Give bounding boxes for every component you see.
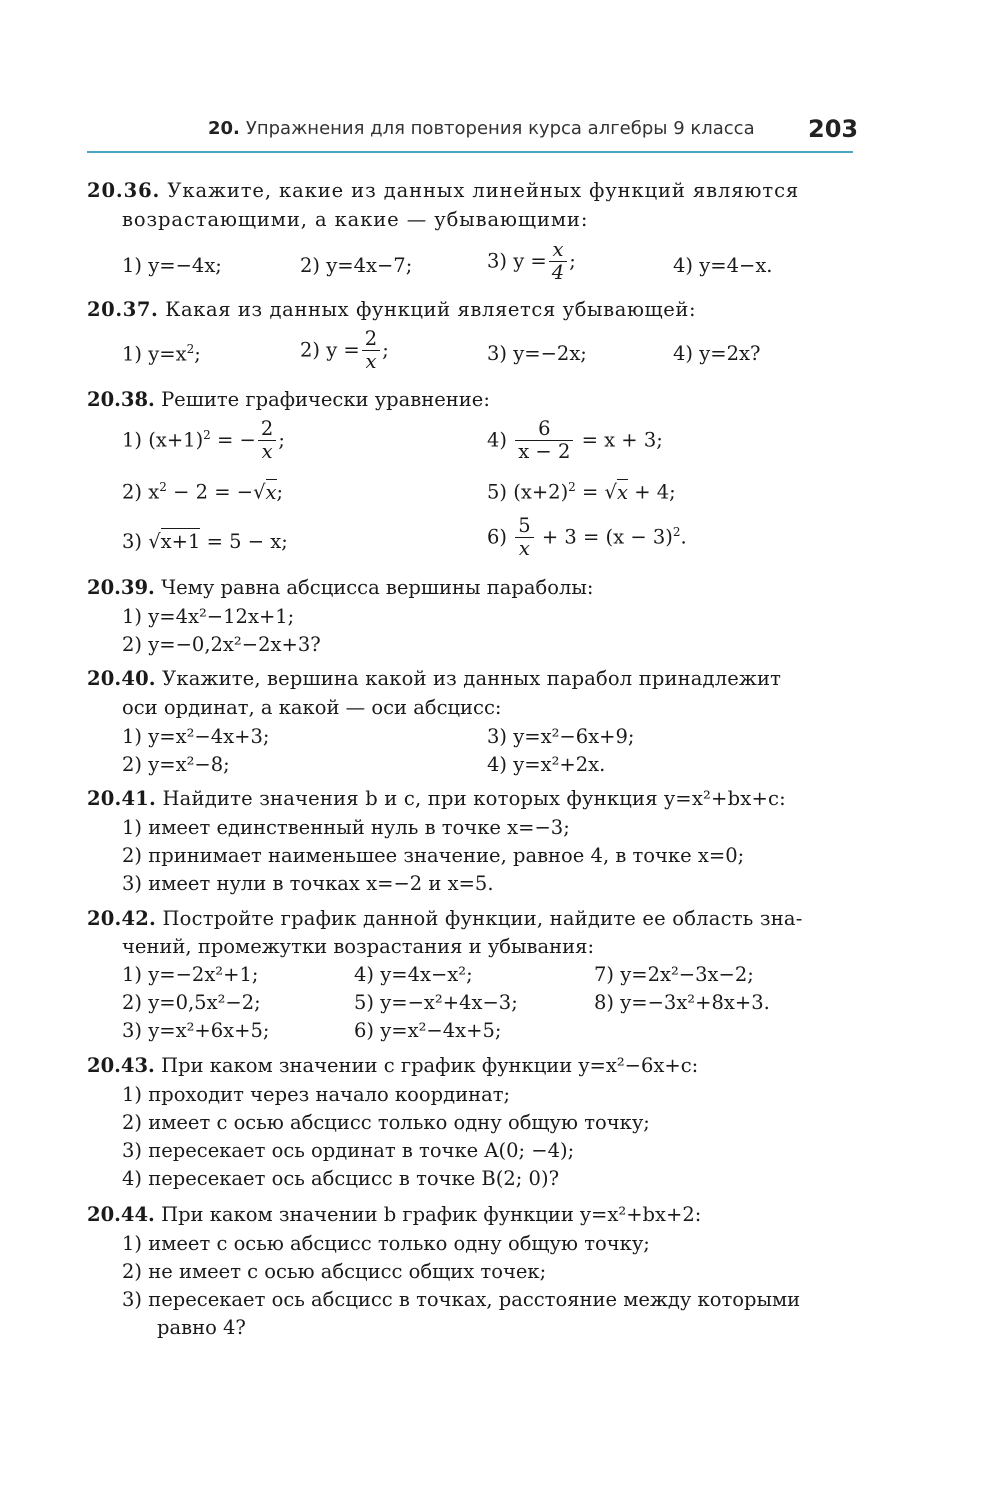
exponent: 2	[203, 427, 211, 442]
equation-text: + 3 = (x − 3)	[541, 525, 673, 549]
fraction	[549, 240, 567, 284]
problem-20-40-line1	[87, 668, 781, 690]
problem-20-42-line1	[87, 908, 803, 930]
option-20-40-4: 4) y=x²+2x.	[487, 753, 606, 776]
equation-text: ;	[276, 480, 284, 504]
option-20-41-3: 3) имеет нули в точках x=−2 и x=5.	[122, 872, 494, 895]
numerator: x	[549, 240, 567, 262]
problem-20-40-line2: оси ординат, а какой — оси абсцисс:	[122, 696, 502, 719]
equation-text: = −	[217, 428, 256, 452]
option-20-40-2: 2) y=x²−8;	[122, 753, 230, 776]
option-20-44-3-cont: равно 4?	[157, 1316, 246, 1339]
option-20-37-3: 3) y=−2x;	[487, 342, 587, 365]
problem-20-44	[87, 1204, 701, 1226]
problem-20-42-line2: чений, промежутки возрастания и убывания:	[122, 935, 595, 958]
denominator: x	[518, 537, 530, 561]
option-20-41-1: 1) имеет единственный нуль в точке x=−3;	[122, 816, 570, 839]
option-text: ;	[194, 342, 201, 366]
problem-number: 20.43.	[87, 1054, 155, 1077]
exponent: 2	[159, 480, 167, 494]
option-20-42-4: 4) y=4x−x²;	[354, 963, 473, 986]
problem-number: 20.39.	[87, 576, 155, 599]
option-20-36-2: 2) y=4x−7;	[300, 254, 413, 277]
option-20-42-2: 2) y=0,5x²−2;	[122, 991, 261, 1014]
option-20-40-3: 3) y=x²−6x+9;	[487, 725, 635, 748]
problem-20-38	[87, 389, 490, 411]
problem-20-36-line2: возрастающими, а какие — убывающими:	[122, 208, 589, 231]
option-text: ;	[569, 249, 576, 273]
option-20-36-3	[487, 240, 576, 284]
equation-text: ;	[278, 428, 285, 452]
problem-text: Найдите значения b и c, при которых функция y=x²+bx+c:	[162, 787, 786, 810]
fraction	[515, 419, 573, 463]
problem-number: 20.41.	[87, 787, 157, 810]
chapter-number: 20.	[208, 118, 240, 139]
fraction	[258, 419, 276, 463]
option-20-43-1: 1) проходит через начало координат;	[122, 1083, 511, 1106]
option-20-43-4: 4) пересекает ось абсцисс в точке B(2; 0)?	[122, 1167, 560, 1190]
option-20-44-1: 1) имеет с осью абсцисс только одну общую точку;	[122, 1232, 650, 1255]
header-rule	[87, 151, 853, 153]
equation-text: 6)	[487, 525, 508, 549]
problem-text: При каком значении c график функции y=x²−6x+c:	[161, 1054, 699, 1077]
exponent: 2	[186, 342, 195, 356]
denominator: 4	[551, 261, 565, 285]
option-20-42-6: 6) y=x²−4x+5;	[354, 1019, 502, 1042]
option-20-44-3: 3) пересекает ось абсцисс в точках, расстояние между которыми	[122, 1288, 801, 1311]
chapter-title: Упражнения для повторения курса алгебры 9 класса	[245, 118, 755, 139]
option-20-43-3: 3) пересекает ось ординат в точке A(0; −4);	[122, 1139, 575, 1162]
numerator: 6	[515, 419, 573, 441]
option-20-44-2: 2) не имеет с осью абсцисс общих точек;	[122, 1260, 547, 1283]
problem-text: Чему равна абсцисса вершины параболы:	[161, 576, 594, 599]
problem-number: 20.40.	[87, 667, 156, 690]
option-20-36-4: 4) y=4−x.	[673, 254, 773, 277]
option-20-37-1	[122, 343, 201, 366]
option-20-41-2: 2) принимает наименьшее значение, равное 4, в точке x=0;	[122, 844, 745, 867]
equation-text: − 2 = −√	[173, 480, 266, 504]
problem-text: При каком значении b график функции y=x²+bx+2:	[161, 1203, 702, 1226]
problem-number: 20.36.	[87, 179, 161, 202]
problem-number: 20.38.	[87, 388, 155, 411]
equation-20-38-1	[122, 419, 285, 463]
option-20-43-2: 2) имеет с осью абсцисс только одну общую точку;	[122, 1111, 650, 1134]
problem-20-41	[87, 788, 786, 810]
equation-text: 4)	[487, 428, 508, 452]
problem-text: Укажите, какие из данных линейных функций являются	[167, 179, 800, 202]
problem-number: 20.37.	[87, 298, 159, 321]
equation-20-38-6	[487, 516, 687, 560]
equation-text: 1) (x+1)	[122, 428, 204, 452]
problem-20-36-line1	[87, 180, 799, 202]
option-20-39-2: 2) y=−0,2x²−2x+3?	[122, 633, 321, 656]
problem-text: Укажите, вершина какой из данных парабол принадлежит	[162, 667, 782, 690]
running-header	[208, 118, 755, 139]
option-20-37-2	[300, 329, 389, 373]
option-20-42-5: 5) y=−x²+4x−3;	[354, 991, 518, 1014]
denominator: x	[365, 350, 377, 374]
problem-text: Какая из данных функций является убывающей:	[165, 298, 697, 321]
exponent: 2	[672, 524, 681, 539]
option-20-36-1: 1) y=−4x;	[122, 254, 222, 277]
option-20-37-4: 4) y=2x?	[673, 342, 761, 365]
equation-text: = √	[582, 480, 617, 504]
equation-text: 5) (x+2)	[487, 480, 569, 504]
denominator: x − 2	[518, 440, 571, 464]
exponent: 2	[568, 480, 576, 494]
equation-20-38-4	[487, 419, 663, 463]
fraction	[515, 516, 533, 560]
fraction	[362, 329, 380, 373]
option-20-42-7: 7) y=2x²−3x−2;	[594, 963, 754, 986]
option-text: 3) y =	[487, 249, 547, 273]
radicand: x+1	[160, 530, 201, 553]
equation-20-38-3	[122, 531, 288, 553]
problem-20-39	[87, 577, 593, 599]
equation-text: .	[680, 525, 687, 549]
page-number: 203	[808, 115, 859, 143]
option-20-39-1: 1) y=4x²−12x+1;	[122, 605, 295, 628]
numerator: 2	[362, 329, 380, 351]
option-text: 2) y =	[300, 338, 360, 362]
option-20-42-1: 1) y=−2x²+1;	[122, 963, 259, 986]
option-20-42-8: 8) y=−3x²+8x+3.	[594, 991, 770, 1014]
equation-text: = x + 3;	[581, 428, 663, 452]
problem-number: 20.44.	[87, 1203, 155, 1226]
equation-text: = 5 − x;	[206, 530, 288, 553]
equation-20-38-2	[122, 481, 283, 504]
problem-20-37	[87, 299, 696, 321]
equation-text: 2) x	[122, 480, 160, 504]
option-text: ;	[382, 338, 389, 362]
problem-20-43	[87, 1055, 698, 1077]
numerator: 2	[258, 419, 276, 441]
numerator: 5	[515, 516, 533, 538]
option-20-42-3: 3) y=x²+6x+5;	[122, 1019, 270, 1042]
problem-text: Постройте график данной функции, найдите ее область зна-	[162, 907, 803, 930]
option-text: 1) y=x	[122, 342, 187, 366]
equation-text: + 4;	[634, 480, 676, 504]
radicand: x	[265, 480, 277, 504]
radicand: x	[616, 480, 628, 504]
problem-number: 20.42.	[87, 907, 157, 930]
equation-20-38-5	[487, 481, 676, 504]
option-20-40-1: 1) y=x²−4x+3;	[122, 725, 270, 748]
problem-text: Решите графически уравнение:	[161, 388, 490, 411]
equation-text: 3) √	[122, 530, 161, 553]
denominator: x	[261, 440, 273, 464]
